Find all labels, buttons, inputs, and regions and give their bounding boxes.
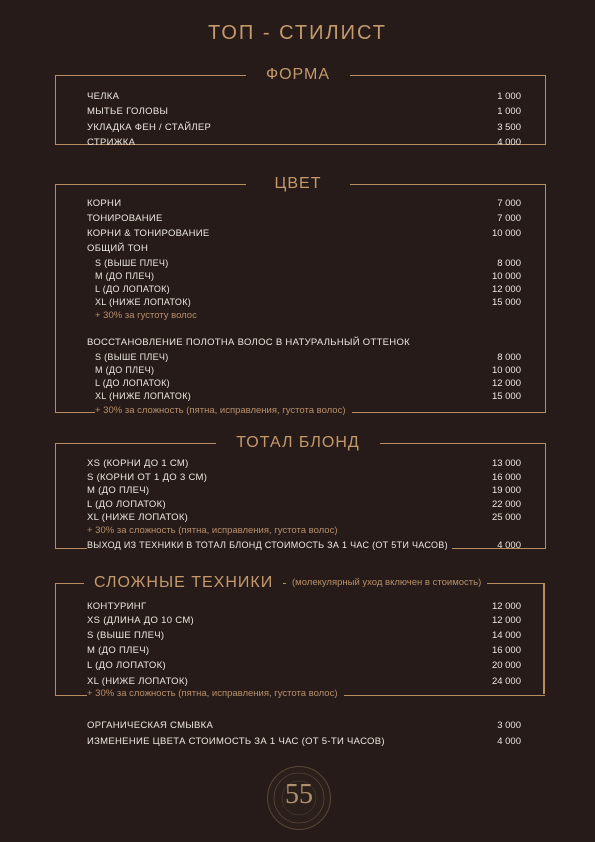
blond-exit: ВЫХОД ИЗ ТЕХНИКИ В ТОТАЛ БЛОНД СТОИМОСТЬ ЗА 1 ЧАС (ОТ 5ТИ ЧАСОВ) [87,540,452,550]
logo-seal [267,766,331,830]
cvet-item: ОБЩИЙ ТОН [87,243,149,254]
restore-price: 12 000 [491,378,521,389]
ton-price: 10 000 [491,271,521,282]
ton-size: M (ДО ПЛЕЧ) [95,271,155,281]
complex-right-edge [543,583,545,694]
complex-price: 14 000 [491,630,521,641]
restore-price: 15 000 [491,391,521,402]
blond-item: L (ДО ЛОПАТОК) [87,499,166,510]
cvet-title: ЦВЕТ [246,175,350,193]
blond-exit-price: 4 000 [497,540,521,551]
ton-note: + 30% за густоту волос [95,310,197,321]
complex-item: XS (ДЛИНА ДО 10 СМ) [87,615,195,626]
extra-item: ИЗМЕНЕНИЕ ЦВЕТА СТОИМОСТЬ ЗА 1 ЧАС (ОТ 5-ТИ ЧАСОВ) [87,736,385,747]
ton-price: 15 000 [491,297,521,308]
restore-size: M (ДО ПЛЕЧ) [95,365,155,375]
restore-size: XL (НИЖЕ ЛОПАТОК) [95,391,192,401]
complex-subtitle: (молекулярный уход включен в стоимость) [286,577,487,588]
complex-note: + 30% за сложность (пятна, исправления, густота волос) [87,688,344,699]
ton-size: XL (НИЖЕ ЛОПАТОК) [95,297,192,307]
forma-item: ЧЕЛКА [87,91,120,102]
blond-title: ТОТАЛ БЛОНД [216,434,380,452]
complex-item: L (ДО ЛОПАТОК) [87,660,166,671]
complex-item: S (ВЫШЕ ПЛЕЧ) [87,630,165,641]
complex-item: XL (НИЖЕ ЛОПАТОК) [87,676,189,687]
extra-item: ОРГАНИЧЕСКАЯ СМЫВКА [87,720,214,731]
ton-size: S (ВЫШЕ ПЛЕЧ) [95,258,169,268]
blond-item: XS (КОРНИ ДО 1 СМ) [87,458,189,469]
extra-price: 4 000 [497,736,521,747]
ton-price: 8 000 [497,258,521,269]
extra-price: 3 000 [497,720,521,731]
ton-size: L (ДО ЛОПАТОК) [95,284,170,294]
forma-price: 1 000 [497,91,521,102]
cvet-item: КОРНИ & ТОНИРОВАНИЕ [87,228,210,239]
complex-price: 16 000 [491,645,521,656]
complex-price: 12 000 [491,615,521,626]
restore-size: L (ДО ЛОПАТОК) [95,378,170,388]
restore-price: 8 000 [497,352,521,363]
logo-number: 55 [285,779,313,810]
blond-price: 22 000 [491,499,521,510]
blond-item: XL (НИЖЕ ЛОПАТОК) [87,512,189,523]
complex-item: КОНТУРИНГ [87,601,147,612]
blond-item: M (ДО ПЛЕЧ) [87,485,150,496]
blond-price: 25 000 [491,512,521,523]
forma-price: 4 000 [497,137,521,148]
blond-price: 13 000 [491,458,521,469]
complex-item: M (ДО ПЛЕЧ) [87,645,150,656]
complex-price: 20 000 [491,660,521,671]
cvet-price: 7 000 [497,213,521,224]
complex-title: СЛОЖНЫЕ ТЕХНИКИ [84,574,283,592]
blond-price: 16 000 [491,472,521,483]
cvet-price: 10 000 [491,228,521,239]
cvet-price: 7 000 [497,198,521,209]
forma-price: 1 000 [497,106,521,117]
blond-price: 19 000 [491,485,521,496]
blond-item: S (КОРНИ ОТ 1 ДО 3 СМ) [87,472,208,483]
restore-note: + 30% за сложность (пятна, исправления, густота волос) [95,405,352,416]
forma-item: УКЛАДКА ФЕН / СТАЙЛЕР [87,122,212,133]
complex-price: 12 000 [491,601,521,612]
forma-title: ФОРМА [246,66,350,84]
restore-price: 10 000 [491,365,521,376]
cvet-item: ТОНИРОВАНИЕ [87,213,163,224]
restore-title: ВОССТАНОВЛЕНИЕ ПОЛОТНА ВОЛОС В НАТУРАЛЬНЫЙ ОТТЕНОК [87,337,410,348]
cvet-item: КОРНИ [87,198,122,209]
ton-price: 12 000 [491,284,521,295]
restore-size: S (ВЫШЕ ПЛЕЧ) [95,352,169,362]
blond-note: + 30% за сложность (пятна, исправления, густота волос) [87,525,338,536]
forma-item: СТРИЖКА [87,137,136,148]
page-title: ТОП - СТИЛИСТ [208,22,387,44]
complex-price: 24 000 [491,676,521,687]
forma-price: 3 500 [497,122,521,133]
forma-item: МЫТЬЕ ГОЛОВЫ [87,106,169,117]
